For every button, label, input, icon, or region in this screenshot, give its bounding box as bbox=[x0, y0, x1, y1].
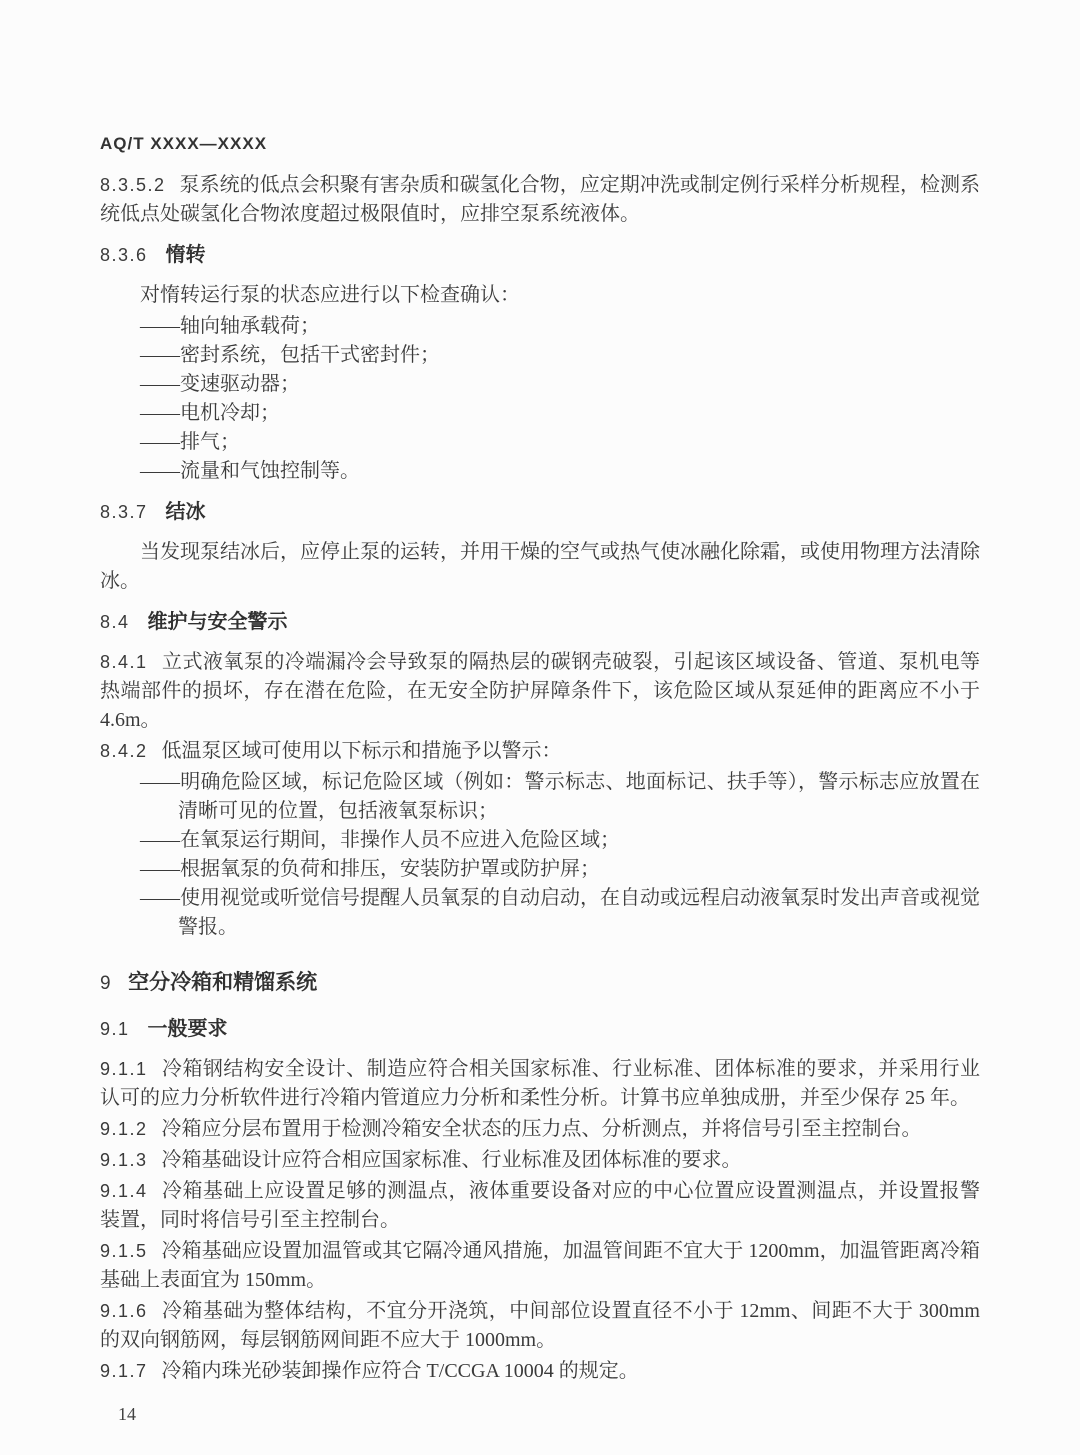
dash-list-item bbox=[100, 370, 980, 399]
clause-paragraph bbox=[100, 1146, 980, 1175]
clause-heading bbox=[100, 608, 980, 637]
clause-text: 一般要求 bbox=[147, 1018, 228, 1040]
clause-paragraph bbox=[100, 1177, 980, 1235]
clause-text: ——使用视觉或听觉信号提醒人员氧泵的自动启动，在自动或远程启动液氧泵时发出声音或视觉警报。 bbox=[140, 887, 980, 938]
clause-number: 8.4.1 bbox=[100, 652, 148, 672]
clause-number: 8.4.2 bbox=[100, 741, 148, 761]
clause-text: 冷箱基础应设置加温管或其它隔冷通风措施，加温管间距不宜大于 1200mm，加温管距离冷箱基础上表面宜为 150mm。 bbox=[100, 1240, 980, 1291]
body-paragraph bbox=[100, 281, 980, 310]
clause-text: ——轴向轴承载荷； bbox=[140, 315, 320, 337]
clause-text: 冷箱钢结构安全设计、制造应符合相关国家标准、行业标准、团体标准的要求，并采用行业认可的应力分析软件进行冷箱内管道应力分析和柔性分析。计算书应单独成册，并至少保存 25 年。 bbox=[100, 1058, 980, 1109]
dash-list-item bbox=[100, 312, 980, 341]
clause-text: ——根据氧泵的负荷和排压，安装防护罩或防护屏； bbox=[140, 858, 600, 880]
clause-text: 冷箱基础为整体结构，不宜分开浇筑，中间部位设置直径不小于 12mm、间距不大于 300mm 的双向钢筋网，每层钢筋网间距不应大于 1000mm。 bbox=[100, 1300, 980, 1351]
standard-number: AQ/T XXXX—XXXX bbox=[100, 134, 268, 153]
clause-number: 9.1.4 bbox=[100, 1181, 148, 1201]
clause-text: 对惰转运行泵的状态应进行以下检查确认： bbox=[140, 284, 520, 306]
clause-paragraph bbox=[100, 1237, 980, 1295]
clause-text: ——在氧泵运行期间，非操作人员不应进入危险区域； bbox=[140, 829, 620, 851]
clause-text: 泵系统的低点会积聚有害杂质和碳氢化合物，应定期冲洗或制定例行采样分析规程，检测系统低点处碳氢化合物浓度超过极限值时，应排空泵系统液体。 bbox=[100, 174, 980, 225]
dash-list-item bbox=[100, 399, 980, 428]
dash-list-item bbox=[100, 341, 980, 370]
document-footer bbox=[118, 1402, 136, 1426]
clause-text: 立式液氧泵的冷端漏冷会导致泵的隔热层的碳钢壳破裂，引起该区域设备、管道、泵机电等热端部件的损坏，存在潜在危险，在无安全防护屏障条件下，该危险区域从泵延伸的距离应不小于 4.6m。 bbox=[100, 651, 980, 731]
clause-text: ——电机冷却； bbox=[140, 402, 280, 424]
clause-number: 9.1.6 bbox=[100, 1301, 148, 1321]
dash-list-item bbox=[100, 826, 980, 855]
clause-paragraph bbox=[100, 171, 980, 229]
page-number: 14 bbox=[118, 1404, 136, 1424]
chapter-heading bbox=[100, 968, 980, 998]
clause-paragraph bbox=[100, 648, 980, 735]
dash-list-item bbox=[100, 768, 980, 826]
clause-text: 空分冷箱和精馏系统 bbox=[128, 971, 318, 994]
document-body bbox=[100, 171, 980, 1386]
clause-text: 惰转 bbox=[165, 244, 206, 266]
clause-text: ——流量和气蚀控制等。 bbox=[140, 460, 360, 482]
dash-list-item bbox=[100, 428, 980, 457]
clause-text: 冷箱基础设计应符合相应国家标准、行业标准及团体标准的要求。 bbox=[161, 1149, 742, 1171]
clause-text: 冷箱内珠光砂装卸操作应符合 T/CCGA 10004 的规定。 bbox=[161, 1360, 639, 1382]
clause-heading bbox=[100, 498, 980, 527]
clause-text: 结冰 bbox=[165, 501, 206, 523]
clause-number: 9.1 bbox=[100, 1019, 130, 1039]
body-paragraph bbox=[100, 538, 980, 596]
clause-text: 维护与安全警示 bbox=[147, 611, 288, 633]
document-header bbox=[100, 133, 980, 155]
clause-text: ——变速驱动器； bbox=[140, 373, 300, 395]
clause-number: 9.1.2 bbox=[100, 1119, 148, 1139]
dash-list-item bbox=[100, 884, 980, 942]
dash-list-item bbox=[100, 855, 980, 884]
clause-text: 当发现泵结冰后，应停止泵的运转，并用干燥的空气或热气使冰融化除霜，或使用物理方法清除冰。 bbox=[100, 541, 980, 592]
clause-heading bbox=[100, 1015, 980, 1044]
clause-text: ——密封系统，包括干式密封件； bbox=[140, 344, 440, 366]
clause-text: 低温泵区域可使用以下标示和措施予以警示： bbox=[161, 740, 562, 762]
document-blocks bbox=[100, 171, 980, 1386]
clause-text: 冷箱基础上应设置足够的测温点，液体重要设备对应的中心位置应设置测温点，并设置报警装置，同时将信号引至主控制台。 bbox=[100, 1180, 980, 1231]
clause-text: ——明确危险区域，标记危险区域（例如：警示标志、地面标记、扶手等），警示标志应放置在清晰可见的位置，包括液氧泵标识； bbox=[140, 771, 980, 822]
clause-paragraph bbox=[100, 1357, 980, 1386]
clause-paragraph bbox=[100, 1297, 980, 1355]
clause-paragraph bbox=[100, 737, 980, 766]
clause-number: 9.1.5 bbox=[100, 1241, 148, 1261]
clause-number: 8.3.7 bbox=[100, 502, 148, 522]
dash-list-item bbox=[100, 457, 980, 486]
clause-heading bbox=[100, 241, 980, 270]
clause-number: 8.3.5.2 bbox=[100, 175, 166, 195]
clause-number: 8.4 bbox=[100, 612, 130, 632]
clause-paragraph bbox=[100, 1055, 980, 1113]
clause-number: 9.1.3 bbox=[100, 1150, 148, 1170]
clause-number: 9.1.7 bbox=[100, 1361, 148, 1381]
clause-text: ——排气； bbox=[140, 431, 240, 453]
clause-number: 8.3.6 bbox=[100, 245, 148, 265]
clause-paragraph bbox=[100, 1115, 980, 1144]
clause-number: 9.1.1 bbox=[100, 1059, 148, 1079]
clause-number: 9 bbox=[100, 973, 113, 994]
clause-text: 冷箱应分层布置用于检测冷箱安全状态的压力点、分析测点，并将信号引至主控制台。 bbox=[161, 1118, 922, 1140]
